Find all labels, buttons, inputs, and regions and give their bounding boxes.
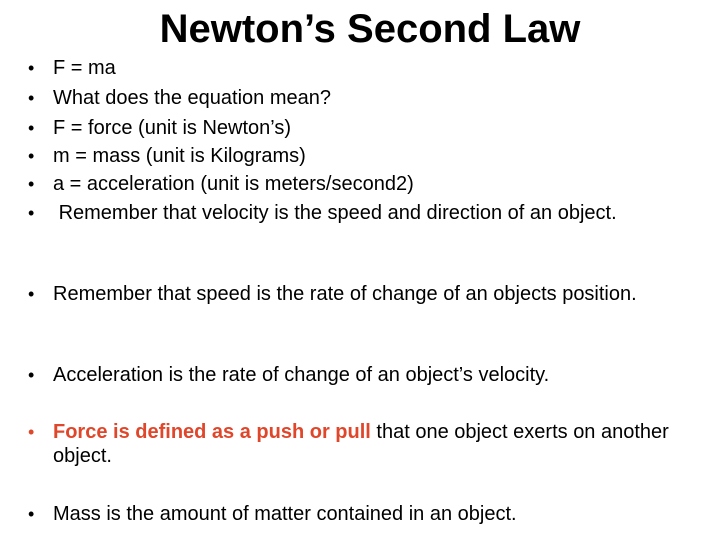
- bullet-text: [53, 420, 708, 468]
- bullet-text: Acceleration is the rate of change of an object’s velocity.: [53, 364, 550, 386]
- slide-title: Newton’s Second Law: [159, 7, 581, 51]
- definition-rest: that one object exerts on another object.: [53, 421, 675, 467]
- bullet-icon: •: [28, 146, 35, 166]
- bullet-text: F = force (unit is Newton’s): [53, 117, 292, 139]
- bullet-text: F = ma: [53, 57, 116, 79]
- bullet-text: m = mass (unit is Kilograms): [53, 145, 306, 167]
- bullet-text: Remember that speed is the rate of change of an objects position.: [53, 283, 637, 305]
- bullet-icon: •: [28, 422, 35, 442]
- list-item: [28, 144, 708, 168]
- list-item: [28, 201, 708, 225]
- bullet-text: Mass is the amount of matter contained in an object.: [53, 503, 517, 525]
- list-item: [28, 282, 708, 306]
- bullet-icon: •: [28, 174, 35, 194]
- bullet-text: Remember that velocity is the speed and direction of an object.: [53, 202, 617, 224]
- bullet-icon: •: [28, 58, 35, 78]
- bullet-text: What does the equation mean?: [53, 87, 331, 109]
- bullet-text: a = acceleration (unit is meters/second2): [53, 173, 414, 195]
- bullet-icon: •: [28, 504, 35, 524]
- list-item: [28, 56, 708, 80]
- bullet-icon: •: [28, 365, 35, 385]
- bullet-icon: •: [28, 88, 35, 108]
- list-item: [28, 86, 708, 110]
- list-item: [28, 502, 708, 526]
- list-item: [28, 172, 708, 196]
- bullet-icon: •: [28, 203, 35, 223]
- bullet-icon: •: [28, 284, 35, 304]
- bullet-icon: •: [28, 118, 35, 138]
- emphasized-definition: Force is defined as a push or pull: [53, 421, 371, 443]
- list-item: [28, 363, 708, 387]
- list-item: [28, 420, 708, 468]
- list-item: [28, 116, 708, 140]
